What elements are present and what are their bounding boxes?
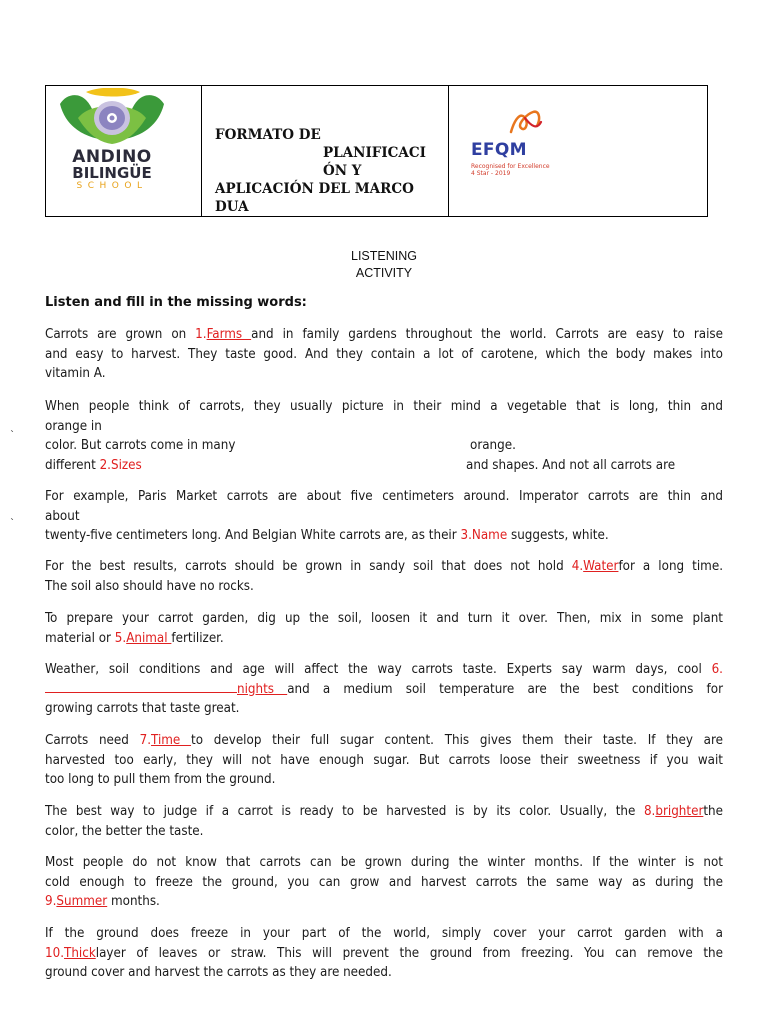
efqm-ribbon-icon [507, 108, 547, 138]
text: and shapes. And not all carrots are [466, 457, 676, 473]
paragraph-line: When people think of carrots, they usually picture in their mind a vegetable that is long, thin and [45, 399, 723, 414]
answer-word: 3.Name [460, 528, 508, 543]
paragraph-2 [45, 397, 723, 475]
answer-word: Animal [126, 630, 172, 646]
paragraph-line: If the ground does freeze in your part of the world, simply cover your carrot garden with a [45, 926, 723, 941]
text: color. But carrots come in many [45, 438, 236, 453]
paragraph-line [45, 325, 723, 345]
paragraph-7 [45, 731, 723, 790]
answer-blank-line [45, 680, 237, 693]
text: fertilizer. [171, 630, 224, 646]
text: and a medium soil temperature are the best conditions for [287, 681, 723, 697]
paragraph-line: The soil also should have no rocks. [45, 578, 254, 594]
text: suggests, white. [507, 528, 609, 543]
text: twenty-five centimeters long. And Belgian White carrots are, as their [45, 528, 461, 543]
paragraph-3 [45, 487, 723, 546]
answer-word: brighter [655, 804, 704, 819]
efqm-subtitle [471, 163, 550, 177]
paragraph-4 [45, 557, 723, 596]
paragraph-line [45, 731, 723, 751]
text: For the best results, carrots should be grown in sandy soil that does not hold [45, 559, 572, 574]
answer-word: nights [237, 681, 288, 697]
paragraph-line: orange in [45, 418, 102, 434]
cell-divider [448, 86, 449, 216]
title-line: LISTENING [351, 249, 417, 263]
answer-word: Water [583, 559, 619, 574]
efqm-subtitle-line: 4 Star - 2019 [471, 170, 511, 177]
text: material or [45, 630, 115, 646]
answer-number: 10. [45, 945, 65, 961]
efqm-subtitle-line: Recognised for Excellence [471, 163, 550, 170]
text: layer of leaves or straw. This will prevent the ground from freezing. You can remove the [95, 945, 723, 961]
paragraph-line: harvested too early, they will not have enough sugar. But carrots loose their sweetness if you wait [45, 752, 723, 768]
paragraph-line [45, 629, 723, 649]
activity-title [0, 248, 768, 282]
school-name-line1: ANDINO [72, 147, 152, 167]
paragraph-1 [45, 325, 723, 384]
answer-number: 6. [711, 662, 723, 677]
paragraph-line: cold enough to freeze the ground, you can grow and harvest carrots the same way as during the [45, 874, 723, 890]
document-format-title [215, 126, 426, 216]
answer-word: Farms [206, 327, 252, 342]
paragraph-line: color, the better the taste. [45, 823, 204, 839]
paragraph-5 [45, 609, 723, 648]
efqm-name: EFQM [471, 140, 527, 160]
cell-divider [201, 86, 202, 216]
paragraph-line: For example, Paris Market carrots are about five centimeters around. Imperator carrots are thin and [45, 489, 723, 504]
school-emblem-icon [56, 88, 168, 148]
format-title-line: PLANIFICACI [323, 145, 426, 161]
efqm-logo [471, 108, 561, 198]
paragraph-9 [45, 853, 723, 912]
paragraph-line [45, 526, 723, 546]
format-title-line: ÓN Y [323, 163, 362, 179]
paragraph-line [45, 557, 723, 577]
format-title-line: FORMATO DE [215, 127, 321, 143]
answer-number: 4. [571, 559, 584, 574]
paragraph-line [45, 892, 723, 912]
paragraph-line: To prepare your carrot garden, dig up the soil, loosen it and turn it over. Then, mix in some plant [45, 611, 723, 626]
text: Carrots need [45, 733, 140, 748]
text: Carrots are grown on [45, 327, 196, 342]
paragraph-line [45, 680, 723, 700]
text: different [45, 457, 100, 473]
answer-number: 9. [45, 894, 57, 909]
paragraph-8 [45, 802, 723, 841]
school-logo [56, 88, 191, 213]
text: months. [107, 894, 160, 909]
text: orange. [470, 438, 516, 453]
text: to develop their full sugar content. This gives them their taste. If they are [191, 733, 723, 748]
paragraph-line [45, 944, 723, 964]
answer-word: Summer [56, 894, 108, 909]
paragraph-line: and easy to harvest. They taste good. And they contain a lot of carotene, which the body makes into [45, 346, 723, 362]
paragraph-6 [45, 660, 723, 719]
margin-mark: ` [10, 518, 15, 529]
paragraph-line: about [45, 508, 80, 524]
paragraph-line: vitamin A. [45, 366, 106, 381]
answer-number: 8. [643, 804, 656, 819]
title-line: ACTIVITY [355, 266, 413, 280]
answer-word: Thick [64, 945, 96, 961]
school-name-line2: BILINGÜE [72, 164, 152, 182]
paragraph-line: ground cover and harvest the carrots as they are needed. [45, 965, 392, 980]
format-title-line: APLICACIÓN DEL MARCO [215, 181, 414, 197]
paragraph-line [45, 802, 723, 822]
format-title-line: DUA [215, 199, 249, 215]
instruction-heading: Listen and fill in the missing words: [45, 295, 307, 310]
text: Weather, soil conditions and age will affect the way carrots taste. Experts say warm days, cool [45, 662, 712, 677]
answer-word: Time [151, 733, 192, 748]
paragraph-line [45, 436, 723, 456]
paragraph-line: Most people do not know that carrots can be grown during the winter months. If the winter is not [45, 855, 723, 870]
text: The best way to judge if a carrot is ready to be harvested is by its color. Usually, the [45, 804, 644, 819]
paragraph-line: growing carrots that taste great. [45, 701, 240, 716]
text: for a long time. [618, 559, 724, 574]
answer-number: 1. [195, 327, 207, 342]
paragraph-line: too long to pull them from the ground. [45, 772, 276, 787]
text: the [703, 804, 723, 819]
school-name-line3: SCHOOL [76, 181, 148, 191]
answer-number: 5. [114, 630, 127, 646]
answer-number: 7. [139, 733, 152, 748]
paragraph-10 [45, 924, 723, 983]
paragraph-line [45, 660, 723, 680]
answer-word: 2.Sizes [99, 457, 142, 473]
margin-mark: ` [10, 430, 15, 441]
paragraph-line [45, 456, 723, 476]
header-table [45, 85, 708, 217]
text: and in family gardens throughout the world. Carrots are easy to raise [251, 327, 723, 342]
